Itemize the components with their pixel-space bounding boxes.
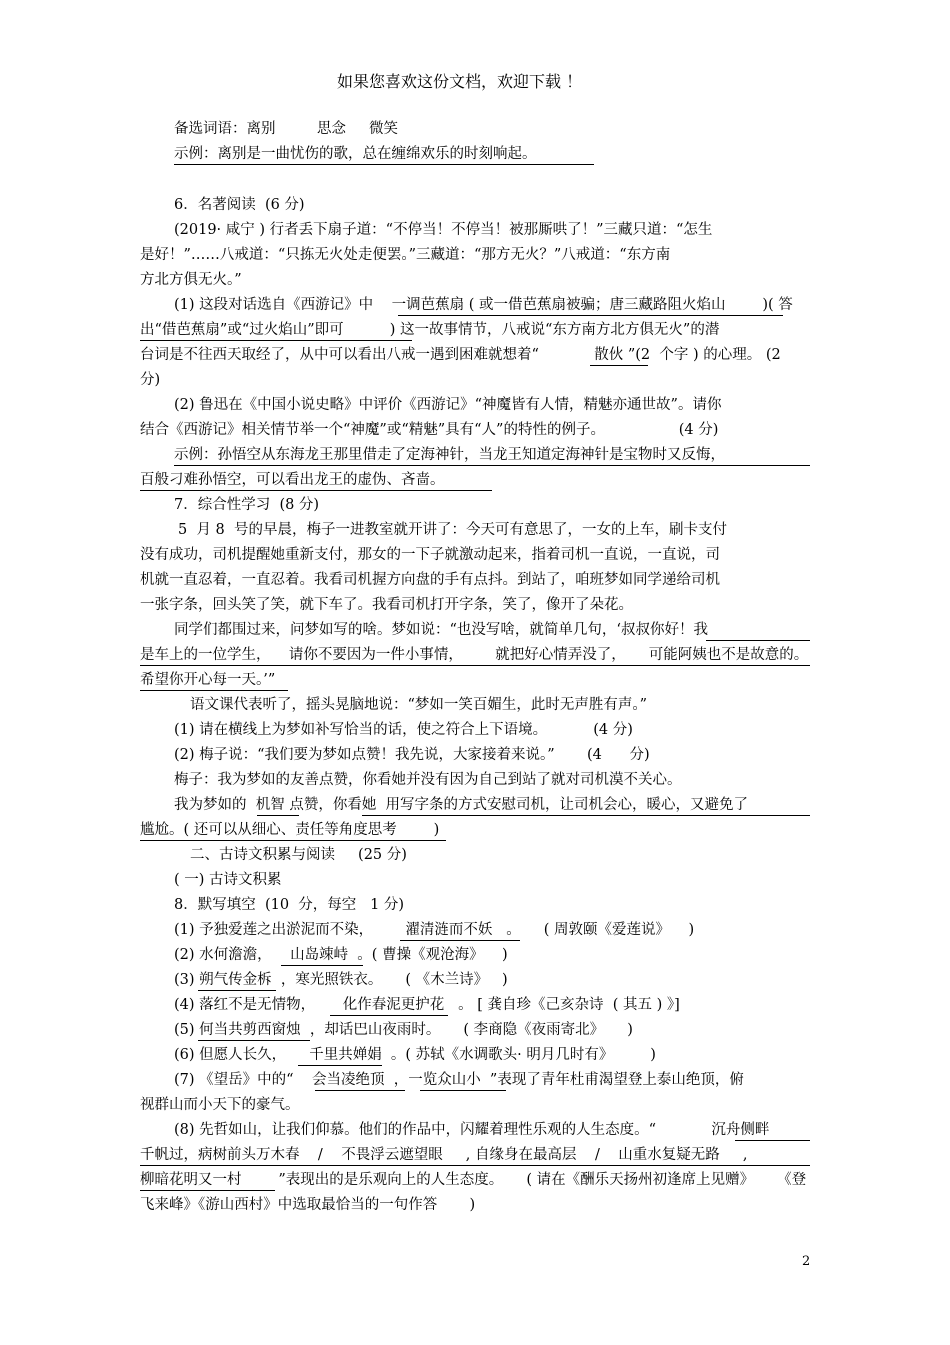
question-line: (2) 鲁迅在《中国小说史略》中评价《西游记》“神魔皆有人情，精魅亦通世故”。请你 [174, 397, 722, 413]
answer-underline [174, 465, 810, 466]
text-line: 梅子：我为梦如的友善点赞，你看她并没有因为自己到站了就对司机漠不关心。 [174, 772, 682, 788]
fill-blank-line: 视群山而小天下的豪气。 [140, 1097, 300, 1113]
answer-underline [281, 965, 363, 966]
question-line: (1) 这段对话选自《西游记》中 一调芭蕉扇 ( 或一借芭蕉扇被骗；唐三藏路阻火焰山 )( 答 [174, 297, 793, 313]
question-line: 结合《西游记》相关情节举一个“神魔”或“精魅”具有“人”的特性的例子。 (4 分) [140, 422, 719, 438]
answer-underline [420, 1090, 506, 1091]
example-sentence: 示例：离别是一曲忧伤的歌，总在缠绵欢乐的时刻响起。 [174, 146, 537, 162]
answer-underline [398, 315, 783, 316]
page-header: 如果您喜欢这份文档，欢迎下载 ！ [337, 72, 583, 91]
answer-underline [315, 1090, 405, 1091]
answer-underline [735, 1140, 810, 1141]
text-line: 同学们都围过来，问梦如写的啥。梦如说：“也没写啥，就简单几句，‘叔叔你好！我 [174, 622, 709, 638]
answer-line: 是车上的一位学生， 请你不要因为一件小事情， 就把好心情弄没了， 可能阿姨也不是故意的。 [140, 647, 809, 663]
answer-line: 示例：孙悟空从东海龙王那里借走了定海神针，当龙王知道定海神针是宝物时又反悔， [174, 447, 725, 463]
section-heading: 7．综合性学习 (8 分) [174, 497, 320, 513]
section-heading: 6．名著阅读 (6 分) [174, 197, 305, 213]
answer-underline [198, 990, 276, 991]
fill-blank-line: (5) 何当共剪西窗烛 ，却话巴山夜雨时。 ( 李商隐《夜雨寄北》 ) [174, 1022, 633, 1038]
question-heading: 8．默写填空 (10 分，每空 1 分) [174, 897, 405, 913]
answer-line: 我为梦如的 机智 点赞，你看她 用写字条的方式安慰司机，让司机会心，暖心，又避免了 [174, 797, 749, 813]
answer-underline [140, 1165, 810, 1166]
answer-underline [257, 815, 299, 816]
subsection-heading: ( 一) 古诗文积累 [174, 872, 282, 888]
question-line: 台词是不往西天取经了，从中可以看出八戒一遇到困难就想着“ 散伙 ”(2 个字 ) 的心理。 (2 [140, 347, 781, 363]
question-line: 分) [140, 372, 161, 388]
fill-blank-line: (7) 《望岳》中的“ 会当凌绝顶 ，一览众山小 ”表现了青年杜甫渴望登上泰山绝顶，俯 [174, 1072, 744, 1088]
answer-underline [140, 840, 446, 841]
fill-blank-line: (1) 予独爱莲之出淤泥而不染， 濯清涟而不妖 。 ( 周敦颐《爱莲说》 ) [174, 922, 695, 938]
text-line: 方北方俱无火。” [140, 272, 242, 288]
answer-underline [140, 665, 810, 666]
fill-blank-line: 千帆过，病树前头万木春 / 不畏浮云遮望眼 , 自缘身在最高层 / 山重水复疑无路 , [140, 1147, 748, 1163]
answer-underline [140, 690, 288, 691]
fill-blank-line: (2) 水何澹澹， 山岛竦峙 。( 曹操《观沧海》 ) [174, 947, 508, 963]
text-line: (2019· 咸宁 ) 行者丢下扇子道：“不停当！不停当！被那厮哄了！”三藏只道：“怎生 [174, 222, 713, 238]
answer-underline [140, 490, 492, 491]
answer-line: 尴尬。( 还可以从细心、责任等角度思考 ) [140, 822, 440, 838]
word-bank: 备选词语：离别 思念 微笑 [174, 121, 399, 137]
answer-underline [590, 365, 648, 366]
answer-underline [330, 1015, 448, 1016]
text-line: 一张字条，回头笑了笑，就下车了。我看司机打开字条，笑了，像开了朵花。 [140, 597, 633, 613]
fill-blank-line: 飞来峰》《游山西村》中选取最恰当的一句作答 ) [140, 1197, 476, 1213]
answer-underline [140, 340, 412, 341]
fill-blank-line: (6) 但愿人长久， 千里共婵娟 。( 苏轼《水调歌头· 明月几时有》 ) [174, 1047, 656, 1063]
answer-underline [174, 164, 594, 165]
answer-line: 希望你开心每一天。’” [140, 672, 276, 688]
section-heading: 二、古诗文积累与阅读 (25 分) [190, 847, 407, 863]
answer-underline [400, 940, 520, 941]
answer-line: 百般刁难孙悟空，可以看出龙王的虚伪、吝啬。 [140, 472, 445, 488]
fill-blank-line: 柳暗花明又一村 ”表现出的是乐观向上的人生态度。 ( 请在《酬乐天扬州初逢席上见赠》 《登 [140, 1172, 807, 1188]
answer-underline [298, 1065, 382, 1066]
page-number: 2 [802, 1254, 811, 1269]
fill-blank-line: (4) 落红不是无情物， 化作春泥更护花 。 [ 龚自珍《己亥杂诗 ( 其五 ) 》] [174, 997, 680, 1013]
text-line: 语文课代表听了，摇头晃脑地说：“梦如一笑百媚生，此时无声胜有声。” [190, 697, 648, 713]
text-line: 没有成功，司机提醒她重新支付，那女的一下子就激动起来，指着司机一直说，一直说，司 [140, 547, 720, 563]
text-line: 机就一直忍着，一直忍着。我看司机握方向盘的手有点抖。到站了，咱班梦如同学递给司机 [140, 572, 720, 588]
answer-underline [362, 815, 810, 816]
question-line: (1) 请在横线上为梦如补写恰当的话，使之符合上下语境。 (4 分) [174, 722, 633, 738]
answer-underline [706, 640, 810, 641]
question-line: 出“借芭蕉扇”或“过火焰山”即可 ) 这一故事情节，八戒说“东方南方北方俱无火”的潜 [140, 322, 720, 338]
fill-blank-line: (8) 先哲如山，让我们仰慕。他们的作品中，闪耀着理性乐观的人生态度。“ 沉舟侧畔 [174, 1122, 770, 1138]
question-line: (2) 梅子说：“我们要为梦如点赞！我先说，大家接着来说。” (4 分) [174, 747, 650, 763]
answer-underline [198, 1040, 310, 1041]
text-line: 是好！”……八戒道：“只拣无火处走便罢。”三藏道：“那方无火？”八戒道：“东方南 [140, 247, 671, 263]
answer-underline [140, 1190, 275, 1191]
fill-blank-line: (3) 朔气传金柝 ，寒光照铁衣。 ( 《木兰诗》 ) [174, 972, 508, 988]
text-line: 5 月 8 号的早晨，梅子一进教室就开讲了：今天可有意思了，一女的上车，刷卡支付 [178, 522, 727, 538]
